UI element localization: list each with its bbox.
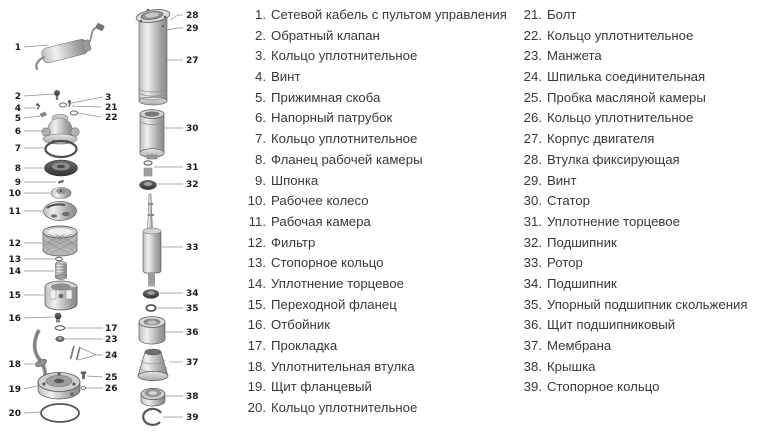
parts-list-item <box>240 253 512 274</box>
callout-37: 37 <box>186 358 199 368</box>
callout-3: 3 <box>105 93 112 103</box>
part-label: Переходной фланец <box>271 296 397 312</box>
callout-6: 6 <box>14 127 21 137</box>
part-label: Манжета <box>547 48 602 64</box>
callout-33: 33 <box>186 243 199 253</box>
part-number: 14. <box>247 275 266 291</box>
part-label: Рабочая камера <box>271 213 371 229</box>
part-impeller <box>51 188 71 199</box>
part-discharge-head <box>42 114 79 144</box>
callout-7: 7 <box>14 144 21 154</box>
part-oil-plug <box>81 372 87 380</box>
callout-28: 28 <box>186 11 199 21</box>
part-label: Ротор <box>547 255 583 271</box>
part-number: 28. <box>523 151 542 167</box>
part-mech-seal-31 <box>144 161 152 176</box>
part-number: 31. <box>523 213 542 229</box>
part-label: Втулка фиксирующая <box>547 151 680 167</box>
part-label: Шпилька соединительная <box>547 69 706 85</box>
parts-list-item <box>240 5 512 26</box>
part-label: Пробка масляной камеры <box>547 89 706 105</box>
part-number: 9. <box>255 172 266 188</box>
callout-11: 11 <box>8 207 21 217</box>
callout-27: 27 <box>186 56 199 66</box>
part-cable-plug <box>95 23 105 32</box>
callout-20: 20 <box>8 409 21 419</box>
part-chamber-flange <box>45 160 78 176</box>
part-membrane <box>138 349 168 381</box>
part-key <box>58 180 64 184</box>
parts-list-item <box>516 129 766 150</box>
part-label: Кольцо уплотнительное <box>547 27 694 43</box>
parts-list-item <box>516 212 766 233</box>
callout-1: 1 <box>14 43 21 53</box>
part-label: Винт <box>271 69 301 85</box>
parts-list-item <box>240 377 512 398</box>
part-number: 35. <box>523 296 542 312</box>
callout-13: 13 <box>8 255 21 265</box>
callout-12: 12 <box>8 239 21 249</box>
part-cuff <box>56 336 65 341</box>
callout-23: 23 <box>105 335 118 345</box>
part-number: 1. <box>255 7 266 22</box>
callout-9: 9 <box>14 178 21 188</box>
parts-list-item <box>516 5 766 26</box>
part-label: Отбойник <box>271 317 330 333</box>
part-bearing-34 <box>143 290 159 299</box>
parts-list-item <box>240 129 512 150</box>
part-label: Сетевой кабель с пультом управления <box>271 7 507 22</box>
part-number: 30. <box>523 193 542 209</box>
part-retaining-ring-13 <box>56 257 63 260</box>
part-number: 36. <box>523 317 542 333</box>
part-o-ring-20 <box>41 404 79 422</box>
part-number: 6. <box>255 110 266 126</box>
part-label: Прижимная скоба <box>271 89 381 105</box>
part-studs <box>71 346 81 360</box>
callout-29: 29 <box>186 24 199 34</box>
part-number: 24. <box>523 69 542 85</box>
part-number: 10. <box>247 193 266 209</box>
part-check-valve <box>54 90 60 100</box>
part-number: 23. <box>523 48 542 64</box>
part-stator <box>140 110 164 159</box>
part-label: Уплотнительная втулка <box>271 358 415 374</box>
part-label: Кольцо уплотнительное <box>547 110 694 126</box>
parts-list-item <box>516 336 766 357</box>
parts-list-item <box>516 171 766 192</box>
callout-36: 36 <box>186 328 199 338</box>
parts-list-item <box>240 274 512 295</box>
callout-17: 17 <box>105 324 118 334</box>
part-label: Крышка <box>547 358 596 374</box>
part-number: 32. <box>523 234 542 250</box>
part-number: 22. <box>523 27 542 43</box>
part-number: 7. <box>255 131 266 147</box>
part-rotor <box>143 194 161 286</box>
part-number: 18. <box>247 358 266 374</box>
part-label: Кольцо уплотнительное <box>271 131 418 147</box>
callout-30: 30 <box>186 124 199 134</box>
part-gasket <box>55 326 64 330</box>
part-number: 13. <box>247 255 266 271</box>
parts-list-item <box>240 398 512 419</box>
callout-numbers <box>8 11 198 423</box>
part-label: Фланец рабочей камеры <box>271 151 423 167</box>
parts-list-item <box>240 357 512 378</box>
part-label: Напорный патрубок <box>271 110 393 126</box>
part-label: Корпус двигателя <box>547 131 655 147</box>
part-label: Подшипник <box>547 234 617 250</box>
part-working-chamber <box>44 202 77 221</box>
part-cable-control-unit <box>32 37 92 69</box>
parts-list-item <box>516 108 766 129</box>
parts-list-column-2 <box>516 5 766 398</box>
callout-19: 19 <box>8 385 21 395</box>
part-number: 39. <box>523 379 542 395</box>
callout-39: 39 <box>186 413 199 423</box>
part-label: Шпонка <box>271 172 319 188</box>
callout-18: 18 <box>8 360 21 370</box>
pump-head-assembly <box>32 23 104 422</box>
part-label: Прокладка <box>271 338 338 353</box>
parts-list-item <box>516 274 766 295</box>
part-label: Болт <box>547 7 577 22</box>
callout-10: 10 <box>8 189 21 199</box>
parts-list-item <box>516 357 766 378</box>
parts-list-item <box>516 67 766 88</box>
part-label: Уплотнение торцевое <box>547 213 680 229</box>
part-number: 2. <box>255 27 266 43</box>
callout-38: 38 <box>186 392 199 402</box>
part-label: Кольцо уплотнительное <box>271 48 418 64</box>
part-flange-shield <box>38 372 80 399</box>
parts-list-item <box>240 336 512 357</box>
part-label: Обратный клапан <box>271 27 380 43</box>
parts-list-item <box>516 253 766 274</box>
part-motor-housing <box>135 8 170 105</box>
parts-list-item <box>240 295 512 316</box>
part-filter <box>43 226 77 256</box>
callout-14: 14 <box>8 267 21 277</box>
part-o-ring-3 <box>60 103 67 107</box>
callout-5: 5 <box>14 114 21 124</box>
part-label: Упорный подшипник скольжения <box>547 296 748 312</box>
part-thrust-bearing <box>146 305 155 311</box>
part-label: Уплотнение торцевое <box>271 275 404 291</box>
parts-list-item <box>240 26 512 47</box>
parts-list-item <box>516 26 766 47</box>
callout-35: 35 <box>186 304 199 314</box>
part-deflector <box>55 313 62 323</box>
parts-list-item <box>516 315 766 336</box>
callout-31: 31 <box>186 163 199 173</box>
parts-list-item <box>240 150 512 171</box>
callout-24: 24 <box>105 351 118 361</box>
parts-list-item <box>240 171 512 192</box>
motor-assembly <box>135 8 170 425</box>
callout-25: 25 <box>105 373 118 383</box>
part-number: 17. <box>247 338 266 353</box>
parts-list-item <box>240 46 512 67</box>
part-label: Рабочее колесо <box>271 193 369 209</box>
parts-list-item <box>516 191 766 212</box>
part-label: Щит подшипниковый <box>547 317 676 333</box>
part-screw-4 <box>36 103 40 110</box>
part-sealing-bushing <box>34 330 47 378</box>
parts-list-item <box>240 315 512 336</box>
parts-list-item <box>240 67 512 88</box>
callout-21: 21 <box>105 103 118 113</box>
part-number: 21. <box>523 7 542 22</box>
part-number: 33. <box>523 255 542 271</box>
part-number: 16. <box>247 317 266 333</box>
part-number: 15. <box>247 296 266 312</box>
part-number: 25. <box>523 89 542 105</box>
parts-list-item <box>516 377 766 398</box>
callout-15: 15 <box>8 291 21 301</box>
part-clamp-5 <box>40 112 47 117</box>
part-number: 20. <box>247 400 266 416</box>
parts-list-item <box>240 88 512 109</box>
callout-26: 26 <box>105 384 118 394</box>
part-label: Стопорное кольцо <box>547 379 660 395</box>
part-number: 8. <box>255 151 266 167</box>
part-number: 3. <box>255 48 266 64</box>
callout-34: 34 <box>186 289 199 299</box>
part-number: 38. <box>523 358 542 374</box>
part-cap <box>141 388 165 406</box>
part-number: 26. <box>523 110 542 126</box>
parts-list-item <box>240 191 512 212</box>
part-label: Винт <box>547 172 577 188</box>
parts-list-item <box>516 88 766 109</box>
part-number: 5. <box>255 89 266 105</box>
callout-8: 8 <box>14 164 21 174</box>
callout-4: 4 <box>14 104 21 114</box>
part-label: Мембрана <box>547 338 612 353</box>
part-label: Щит фланцевый <box>271 379 372 395</box>
part-number: 12. <box>247 234 266 250</box>
part-number: 11. <box>248 213 266 229</box>
exploded-view-diagram <box>0 0 240 433</box>
part-snap-ring <box>143 409 161 425</box>
part-label: Статор <box>547 193 591 209</box>
callout-32: 32 <box>186 180 199 190</box>
part-number: 4. <box>255 69 266 85</box>
parts-list-item <box>240 108 512 129</box>
callout-22: 22 <box>105 113 118 123</box>
part-label: Подшипник <box>547 275 617 291</box>
parts-list-item <box>240 212 512 233</box>
part-number: 29. <box>523 172 542 188</box>
part-number: 19. <box>247 379 266 395</box>
parts-list-item <box>516 233 766 254</box>
parts-list-item <box>516 150 766 171</box>
part-mechanical-seal-14 <box>56 262 67 280</box>
part-bearing-32 <box>140 180 157 189</box>
part-label: Фильтр <box>271 234 316 250</box>
parts-list-item <box>516 46 766 67</box>
part-number: 37. <box>523 338 542 353</box>
part-o-ring-22 <box>70 111 77 115</box>
part-label: Кольцо уплотнительное <box>271 400 418 416</box>
part-label: Стопорное кольцо <box>271 255 384 271</box>
parts-list-item <box>240 233 512 254</box>
part-adapter-flange <box>45 281 77 310</box>
parts-list-item <box>516 295 766 316</box>
part-number: 27. <box>523 131 542 147</box>
part-bearing-shield <box>139 317 165 344</box>
callout-2: 2 <box>14 92 21 102</box>
parts-list-column-1 <box>240 5 512 419</box>
callout-16: 16 <box>8 314 21 324</box>
part-number: 34. <box>523 275 542 291</box>
part-o-ring-26 <box>81 387 85 390</box>
